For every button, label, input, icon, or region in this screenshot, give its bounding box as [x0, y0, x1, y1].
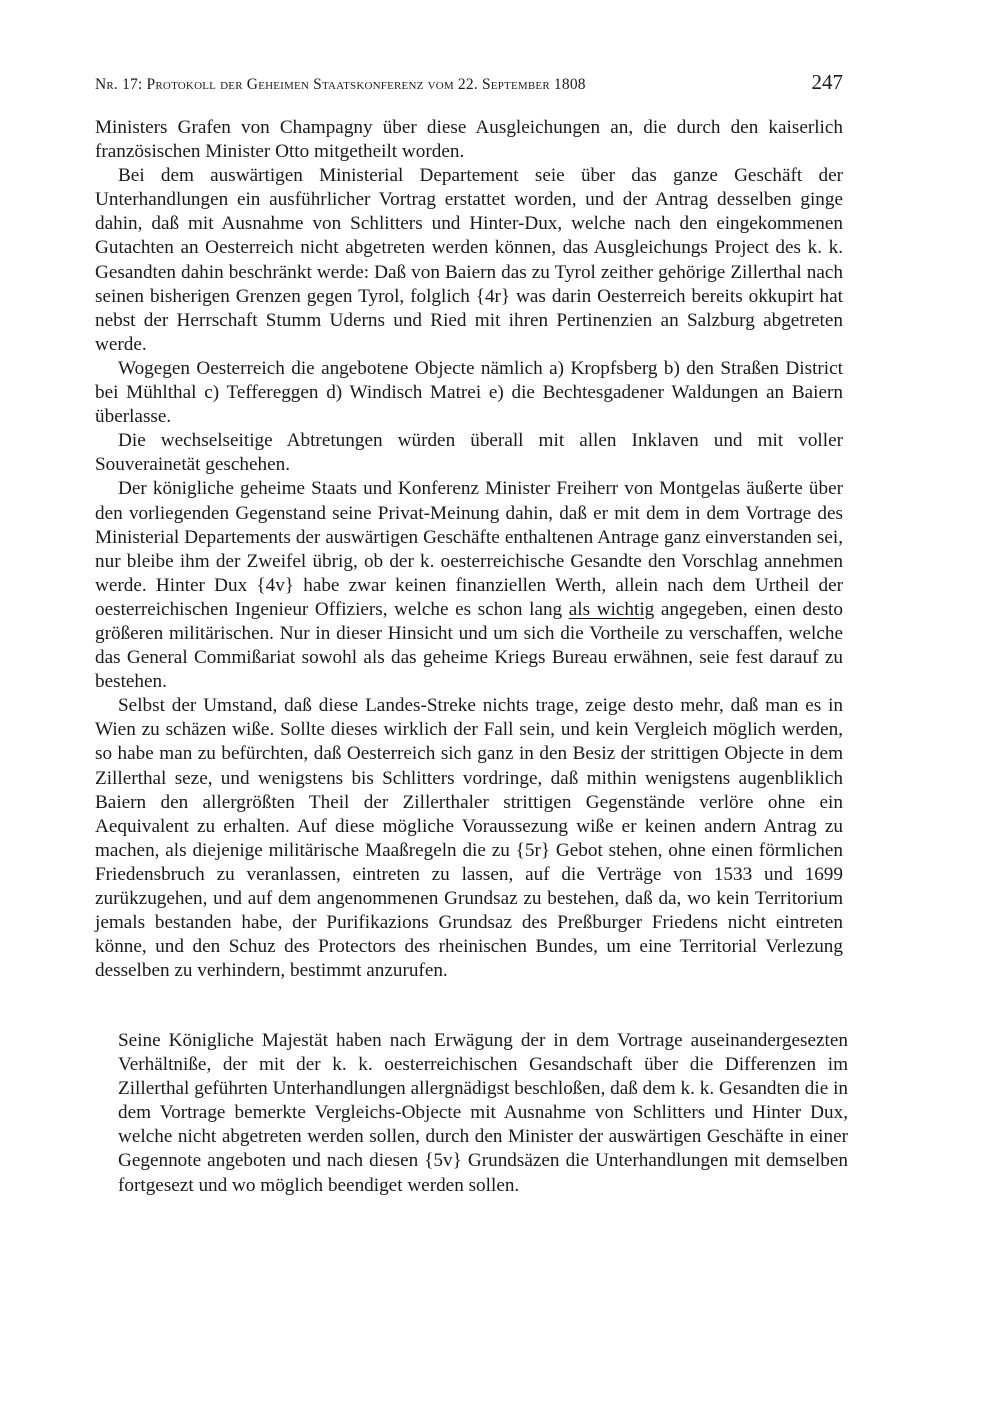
page-header: [95, 70, 843, 100]
paragraph-mutual-cessions: Die wechselseitige Abtretungen würden überall mit allen Inklaven und mit voller Souverainetät geschehen.: [95, 430, 843, 476]
royal-resolution: [118, 1029, 848, 1198]
paragraph-austrian-objects: Wogegen Oesterreich die angebotene Objecte nämlich a) Kropfsberg b) den Straßen District bei Mühlthal c) Teffereggen d) Windisch Matrei e) die Bechtesgadener Waldungen an Baiern überlasse.: [95, 357, 843, 428]
paragraph-ministerial-report: Bei dem auswärtigen Ministerial Departement seie über das ganze Geschäft der Unterhandlungen ein ausführlicher Vortrag erstattet worden, und der Antrag desselben ginge dahin, daß mit Ausnahme von Schlitters und Hinter-Dux, welche nach den eingekommenen Gutachten an Oesterreich nicht abgetreten werden können, das Ausgleichungs Project des k. k. Gesandten dahin beschränkt werde: Daß von Baiern das zu Tyrol zeither gehörige Zillerthal nach seinen bisherigen Grenzen gegen Tyrol, folglich {4r} was darin Oesterreich bereits okkupirt hat nebst der Herrschaft Stumm Uderns und Ried mit ihren Pertinenzien an Salzburg abgetreten werde.: [95, 165, 843, 355]
resolution-paragraph: Seine Königliche Majestät haben nach Erwägung der in dem Vortrage auseinandergesezten Verhältniße, der mit der k. k. oesterreichischen Gesandschaft über die Differenzen im Zillerthal geführten Unterhandlungen allergnädigst beschloßen, daß dem k. k. Gesandten die in dem Vortrage bemerkte Vergleichs-Objecte mit Ausnahme von Schlitters und Hinter Dux, welche nicht abgetreten werden sollen, durch den Minister der auswärtigen Geschäfte in einer Gegennote angeboten und nach diesen {5v} Grundsäzen die Unterhandlungen mit demselben fortgesezt und wo möglich beendiget werden sollen.: [118, 1030, 848, 1196]
paragraph-montgelas-text-before: Der königliche geheime Staats und Konferenz Minister Freiherr von Montgelas äußerte über den vorliegenden Gegenstand seine Privat-Meinung dahin, daß er mit dem in dem Vortrage des Ministerial Departements der auswärtigen Geschäfte enthaltenen Antrage ganz einverstanden sei, nur bleibe ihm der Zweifel übrig, ob der k. oesterreichische Gesandte den Vorschlag annehmen werde. Hinter Dux {4v} habe zwar keinen finanziellen Werth, allein nach dem Urtheil der oesterreichischen Ingenieur Offiziers, welche es schon lang: [95, 478, 843, 620]
underlined-phrase: als wichtig: [568, 598, 655, 620]
page-number: 247: [811, 70, 843, 94]
paragraph-montgelas-text-after: angegeben, einen desto größeren militärischen. Nur in dieser Hinsicht und um sich die Vortheile zu verschaffen, welche das General Commißariat sowohl als das geheime Kriegs Bureau erwähnen, seie fest darauf zu bestehen.: [95, 598, 843, 693]
running-head: Nr. 17: Protokoll der Geheimen Staatskonferenz vom 22. September 1808: [95, 76, 586, 93]
paragraph-montgelas-opinion: [95, 477, 843, 694]
paragraph-military-measures: Selbst der Umstand, daß diese Landes-Streke nichts trage, zeige desto mehr, daß man es in Wien zu schäzen wiße. Sollte dieses wirklich der Fall sein, und kein Vergleich möglich werden, so habe man zu befürchten, daß Oesterreich sich ganz in den Besiz der strittigen Objecte in dem Zillerthal seze, und wenigstens bis Schlitters vordringe, daß mithin wenigstens augenbliklich Baiern den allergrößten Theil der Zillerthaler strittigen Gegenstände verlöre ohne ein Aequivalent zu erhalten. Auf diese mögliche Voraussezung wiße er keinen andern Antrag zu machen, als diejenige militärische Maaßregeln die zu {5r} Gebot stehen, ohne einen förmlichen Friedensbruch zu veranlassen, eintreten zu lassen, auf die Verträge von 1533 und 1699 zurükzugehen, und auf dem angenommenen Grundsaz zu bestehen, daß da, wo kein Territorium jemals bestanden habe, der Purifikazions Grundsaz des Preßburger Friedens nicht eintreten könne, und den Schuz des Protectors des rheinischen Bundes, um eine Territorial Verlezung desselben zu verhindern, bestimmt anzurufen.: [95, 695, 843, 982]
paragraph-continuation: Ministers Grafen von Champagny über diese Ausgleichungen an, die durch den kaiserlich französischen Minister Otto mitgetheilt worden.: [95, 117, 843, 163]
body-text: [95, 116, 843, 983]
